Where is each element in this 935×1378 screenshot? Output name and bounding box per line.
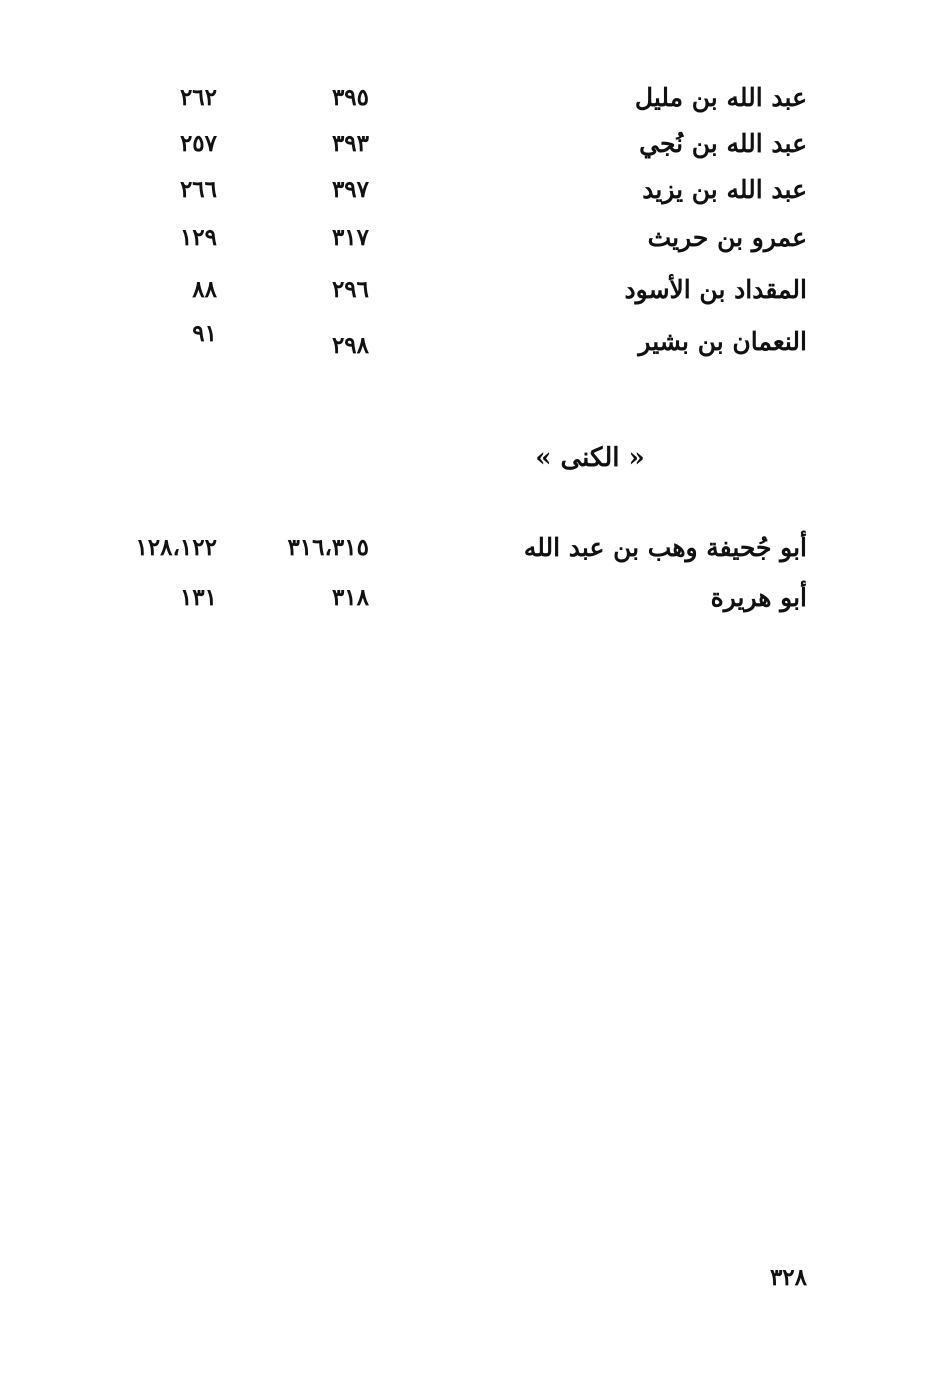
entry-second-ref: ١٢٩	[179, 224, 217, 251]
entry-second-ref: ٢٦٢	[179, 84, 217, 111]
page-number: ٣٢٨	[769, 1264, 807, 1291]
entry-name: أبو جُحيفة وهب بن عبد الله	[523, 533, 807, 562]
entry-name: أبو هريرة	[710, 583, 807, 612]
index-row	[0, 170, 935, 218]
entry-first-ref: ٣١٨	[331, 584, 369, 611]
index-row	[0, 124, 935, 172]
entry-name: المقداد بن الأسود	[624, 275, 807, 304]
index-row	[0, 528, 935, 576]
entry-first-ref: ٢٩٨	[331, 332, 369, 359]
entry-name: عبد الله بن نُجي	[639, 129, 807, 158]
entry-first-ref: ٣٩٧	[331, 176, 369, 203]
entry-name: عمرو بن حريث	[647, 223, 807, 252]
index-row	[0, 78, 935, 126]
entry-second-ref: ٢٦٦	[179, 176, 217, 203]
entry-second-ref: ٩١	[192, 320, 217, 347]
entry-second-ref: ١٣١	[179, 584, 217, 611]
entry-second-ref: ٨٨	[192, 276, 217, 303]
section-title: « الكنى »	[535, 443, 645, 473]
entry-second-ref: ١٢٨،١٢٢	[135, 534, 217, 561]
index-row	[0, 270, 935, 318]
entry-name: عبد الله بن يزيد	[642, 175, 807, 204]
entry-first-ref: ٣١٧	[331, 224, 369, 251]
entry-first-ref: ٣٩٥	[331, 84, 369, 111]
entry-first-ref: ٣١٦،٣١٥	[287, 534, 369, 561]
entry-second-ref: ٢٥٧	[179, 130, 217, 157]
entry-first-ref: ٣٩٣	[331, 130, 369, 157]
entry-name: النعمان بن بشير	[638, 327, 807, 356]
entry-first-ref: ٢٩٦	[331, 276, 369, 303]
entry-name: عبد الله بن مليل	[634, 83, 807, 112]
index-row	[0, 322, 935, 370]
index-row	[0, 578, 935, 626]
index-row	[0, 218, 935, 266]
